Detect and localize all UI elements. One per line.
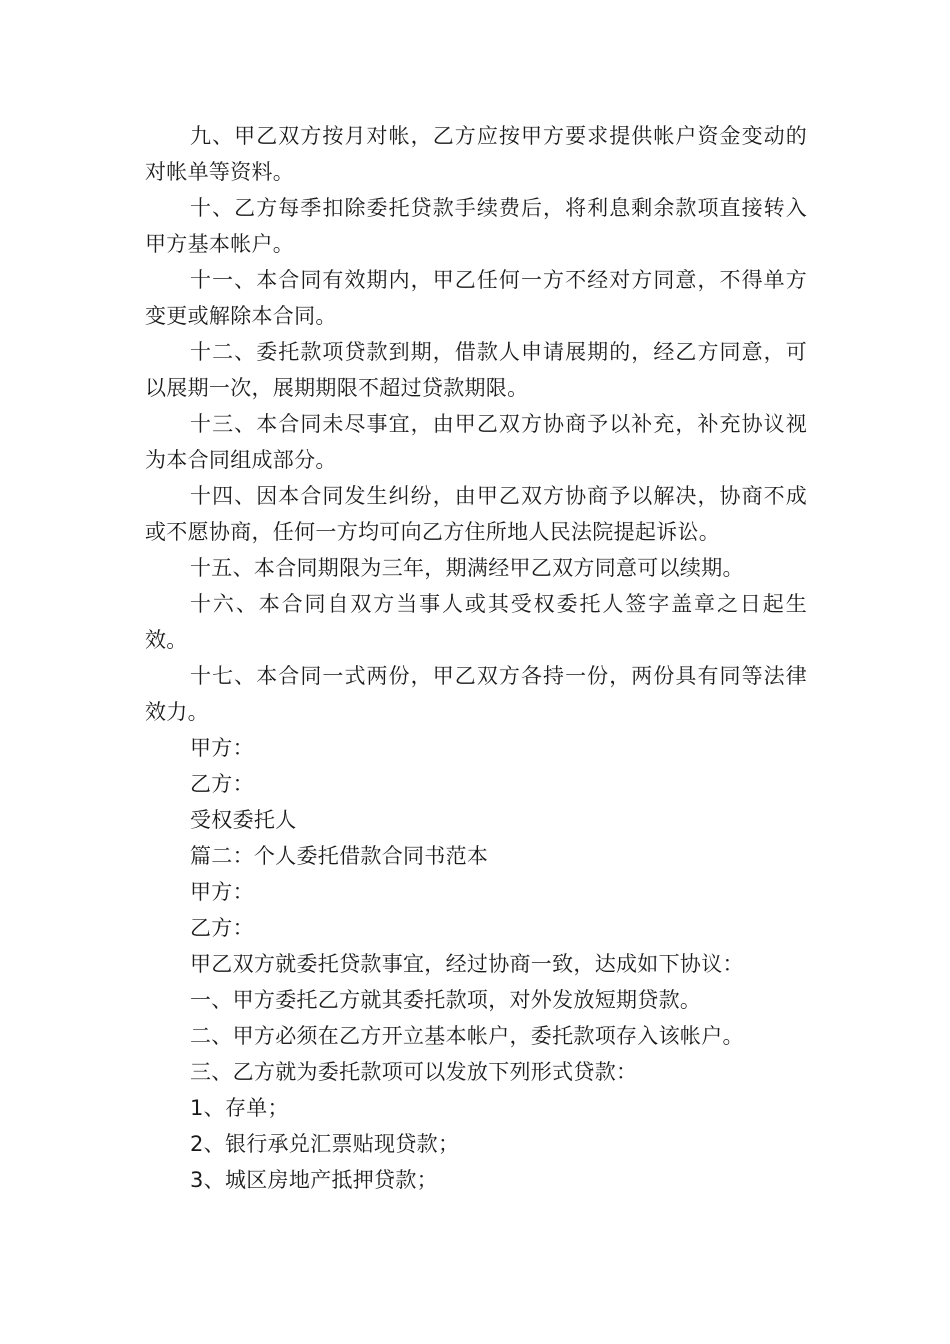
clause-12: 十二、委托款项贷款到期，借款人申请展期的，经乙方同意，可以展期一次，展期期限不超过贷款期限。: [145, 340, 807, 400]
loan-form-item-1: 1、存单；: [190, 1096, 289, 1120]
party-b-line: 乙方：: [190, 916, 254, 940]
clause-13: 十三、本合同未尽事宜，由甲乙双方协商予以补充，补充协议视为本合同组成部分。: [145, 412, 807, 472]
authorized-agent-line: 受权委托人: [190, 808, 297, 832]
clause-17: 十七、本合同一式两份，甲乙双方各持一份，两份具有同等法律效力。: [145, 664, 807, 724]
party-a-signature-line: 甲方：: [190, 736, 254, 760]
loan-form-item-3: 3、城区房地产抵押贷款；: [190, 1168, 438, 1192]
clause-1: 一、甲方委托乙方就其委托款项，对外发放短期贷款。: [190, 988, 702, 1012]
party-a-line: 甲方：: [190, 880, 254, 904]
clause-2: 二、甲方必须在乙方开立基本帐户，委托款项存入该帐户。: [190, 1024, 744, 1048]
clause-9: 九、甲乙双方按月对帐，乙方应按甲方要求提供帐户资金变动的对帐单等资料。: [145, 124, 807, 184]
clause-16: 十六、本合同自双方当事人或其受权委托人签字盖章之日起生效。: [145, 592, 807, 652]
document-body: [145, 118, 807, 1198]
agreement-intro: 甲乙双方就委托贷款事宜，经过协商一致，达成如下协议：: [190, 952, 744, 976]
loan-form-item-2: 2、银行承兑汇票贴现贷款；: [190, 1132, 460, 1156]
party-b-signature-line: 乙方：: [190, 772, 254, 796]
clause-14: 十四、因本合同发生纠纷，由甲乙双方协商予以解决，协商不成或不愿协商，任何一方均可向乙方住所地人民法院提起诉讼。: [145, 484, 807, 544]
clause-11: 十一、本合同有效期内，甲乙任何一方不经对方同意，不得单方变更或解除本合同。: [145, 268, 807, 328]
clause-3: 三、乙方就为委托款项可以发放下列形式贷款：: [190, 1060, 638, 1084]
clause-10: 十、乙方每季扣除委托贷款手续费后，将利息剩余款项直接转入甲方基本帐户。: [145, 196, 807, 256]
clause-15: 十五、本合同期限为三年，期满经甲乙双方同意可以续期。: [190, 556, 744, 580]
section-heading-part-two: 篇二：个人委托借款合同书范本: [190, 844, 489, 868]
